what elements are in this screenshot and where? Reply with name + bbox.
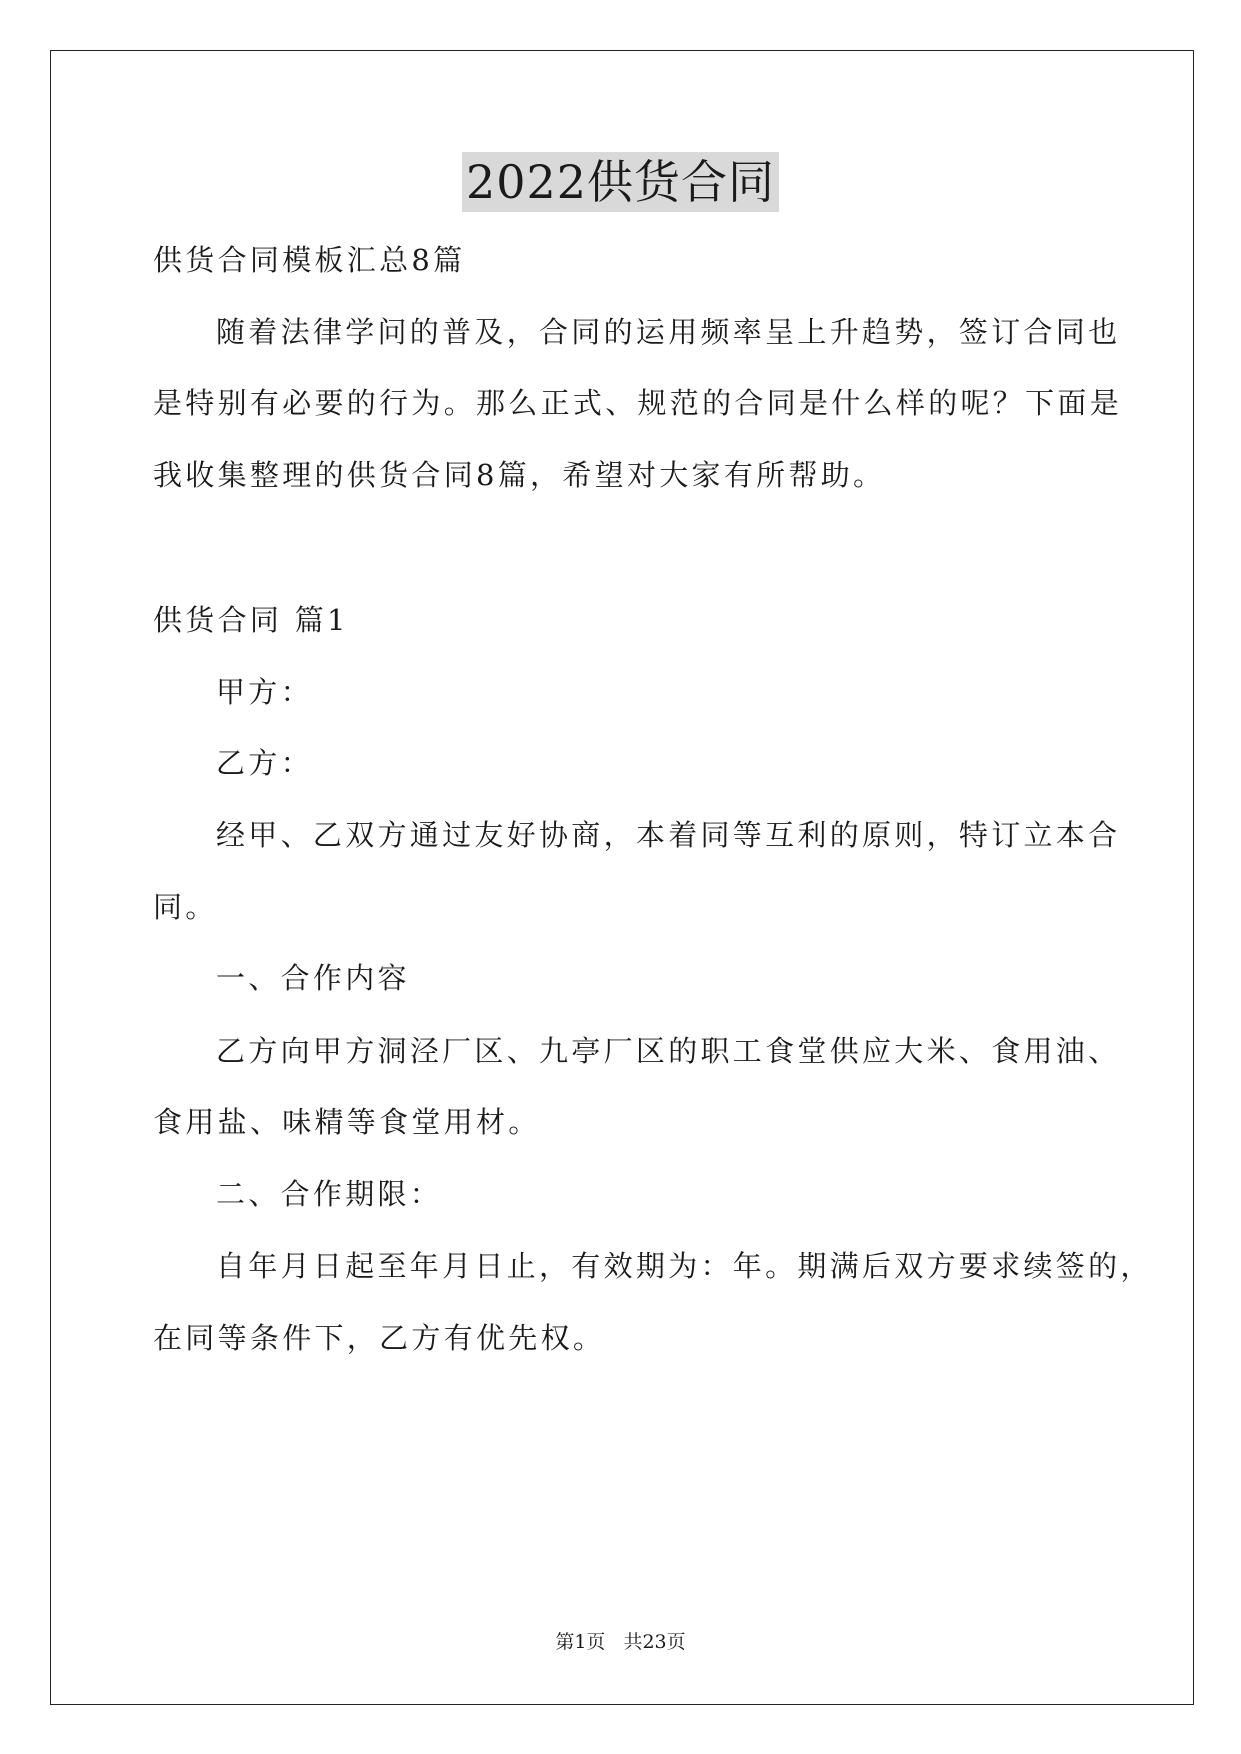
- body-line: 是特别有必要的行为。那么正式、规范的合同是什么样的呢？下面是: [153, 386, 1123, 420]
- body-line: 自年月日起至年月日止，有效期为：年。期满后双方要求续签的，: [216, 1249, 1153, 1283]
- body-line: 乙方向甲方洞泾厂区、九亭厂区的职工食堂供应大米、食用油、: [216, 1034, 1121, 1068]
- page-total: 共23页: [623, 1631, 686, 1653]
- clause-heading: 二、合作期限：: [216, 1177, 443, 1211]
- body-line: 随着法律学问的普及，合同的运用频率呈上升趋势，签订合同也: [216, 315, 1121, 349]
- title-container: [0, 152, 1241, 212]
- party-a-line: 甲方：: [216, 675, 313, 709]
- body-line: 经甲、乙双方通过友好协商，本着同等互利的原则，特订立本合: [216, 818, 1121, 852]
- subtitle-line: 供货合同模板汇总8篇: [153, 243, 466, 277]
- body-line: 食用盐、味精等食堂用材。: [153, 1105, 541, 1139]
- page-footer: [0, 1630, 1241, 1654]
- body-line: 我收集整理的供货合同8篇，希望对大家有所帮助。: [153, 458, 886, 492]
- page-current: 第1页: [555, 1631, 606, 1653]
- section-heading: 供货合同 篇1: [153, 603, 349, 637]
- party-b-line: 乙方：: [216, 746, 313, 780]
- body-line: 同。: [153, 890, 218, 924]
- page-border: [50, 50, 1194, 1705]
- body-line: 在同等条件下，乙方有优先权。: [153, 1321, 606, 1355]
- document-title: 2022供货合同: [462, 152, 779, 212]
- clause-heading: 一、合作内容: [216, 961, 410, 995]
